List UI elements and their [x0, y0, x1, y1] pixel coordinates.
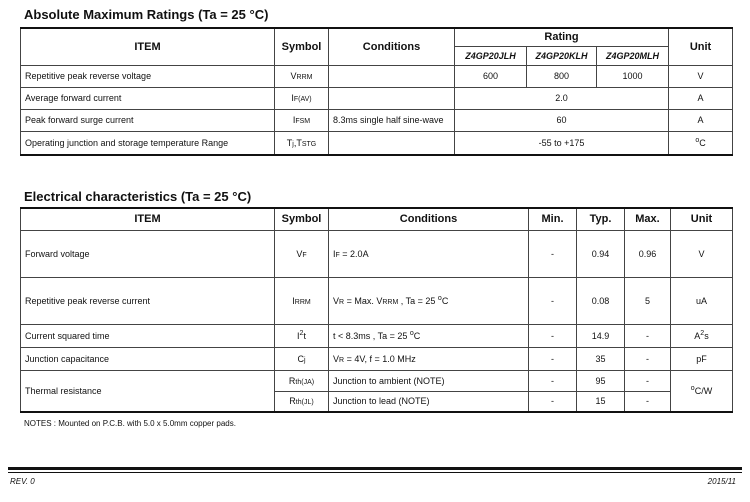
min-cell: -	[529, 324, 577, 347]
model-mlh: Z4GP20MLH	[597, 46, 669, 65]
unit-cell: $A^2s$	[671, 324, 733, 347]
typ-cell: 14.9	[577, 324, 625, 347]
value-cell: 60	[455, 109, 669, 131]
min-cell: -	[529, 347, 577, 370]
item-cell: Thermal resistance	[21, 370, 275, 412]
elec-char-table	[20, 207, 733, 413]
abs-max-title: Absolute Maximum Ratings (Ta = 25 °C)	[24, 7, 269, 22]
header-min: Min.	[529, 208, 577, 230]
typ-cell: 0.08	[577, 277, 625, 324]
typ-cell: 95	[577, 370, 625, 391]
symbol-cell: Rth(JA)	[275, 370, 329, 391]
header-conditions: Conditions	[329, 208, 529, 230]
unit-cell: pF	[671, 347, 733, 370]
value-cell: 800	[527, 65, 597, 87]
table-row	[21, 109, 733, 131]
conditions-cell: t < 8.3ms , Ta = 25 $^o$C	[329, 324, 529, 347]
max-cell: -	[625, 347, 671, 370]
item-cell: Repetitive peak reverse voltage	[21, 65, 275, 87]
header-unit: Unit	[669, 28, 733, 65]
max-cell: -	[625, 324, 671, 347]
table-row	[21, 277, 733, 324]
footer-divider	[8, 467, 742, 470]
typ-cell: 15	[577, 391, 625, 412]
header-max: Max.	[625, 208, 671, 230]
elec-char-title: Electrical characteristics (Ta = 25 °C)	[24, 189, 252, 204]
table-row	[21, 131, 733, 155]
conditions-cell	[329, 65, 455, 87]
abs-max-table	[20, 27, 733, 156]
conditions-cell: VR = 4V, f = 1.0 MHz	[329, 347, 529, 370]
item-cell: Current squared time	[21, 324, 275, 347]
header-rating: Rating	[455, 28, 669, 46]
max-cell: 0.96	[625, 230, 671, 277]
symbol-cell: IRRM	[275, 277, 329, 324]
item-cell: Operating junction and storage temperature Range	[21, 131, 275, 155]
symbol-cell: Rth(JL)	[275, 391, 329, 412]
value-cell: 2.0	[455, 87, 669, 109]
header-item: ITEM	[21, 208, 275, 230]
min-cell: -	[529, 230, 577, 277]
table-row	[21, 370, 733, 391]
conditions-cell: VR = Max. VRRM , Ta = 25 $^o$C	[329, 277, 529, 324]
table-row	[21, 230, 733, 277]
notes: NOTES : Mounted on P.C.B. with 5.0 x 5.0mm copper pads.	[24, 419, 236, 428]
item-cell: Average forward current	[21, 87, 275, 109]
conditions-cell: Junction to ambient (NOTE)	[329, 370, 529, 391]
unit-cell: A	[669, 109, 733, 131]
unit-cell: V	[669, 65, 733, 87]
table-row	[21, 87, 733, 109]
unit-cell: $^o$C/W	[671, 370, 733, 412]
unit-cell: V	[671, 230, 733, 277]
value-cell: 1000	[597, 65, 669, 87]
min-cell: -	[529, 370, 577, 391]
unit-cell: uA	[671, 277, 733, 324]
conditions-cell: 8.3ms single half sine-wave	[329, 109, 455, 131]
date-label: 2015/11	[707, 477, 736, 486]
model-klh: Z4GP20KLH	[527, 46, 597, 65]
unit-cell: $^o$C	[669, 131, 733, 155]
symbol-cell: VRRM	[275, 65, 329, 87]
max-cell: -	[625, 391, 671, 412]
header-symbol: Symbol	[275, 28, 329, 65]
item-cell: Forward voltage	[21, 230, 275, 277]
symbol-cell: Tj,TSTG	[275, 131, 329, 155]
conditions-cell: IF = 2.0A	[329, 230, 529, 277]
table-row	[21, 65, 733, 87]
typ-cell: 0.94	[577, 230, 625, 277]
symbol-cell: Cj	[275, 347, 329, 370]
conditions-cell: Junction to lead (NOTE)	[329, 391, 529, 412]
header-typ: Typ.	[577, 208, 625, 230]
max-cell: -	[625, 370, 671, 391]
header-item: ITEM	[21, 28, 275, 65]
min-cell: -	[529, 277, 577, 324]
symbol-cell: IF(AV)	[275, 87, 329, 109]
revision-label: REV. 0	[10, 477, 35, 486]
conditions-cell	[329, 131, 455, 155]
typ-cell: 35	[577, 347, 625, 370]
symbol-cell: IFSM	[275, 109, 329, 131]
max-cell: 5	[625, 277, 671, 324]
header-unit: Unit	[671, 208, 733, 230]
conditions-cell	[329, 87, 455, 109]
value-cell: 600	[455, 65, 527, 87]
symbol-cell: VF	[275, 230, 329, 277]
model-jlh: Z4GP20JLH	[455, 46, 527, 65]
item-cell: Junction capacitance	[21, 347, 275, 370]
table-row	[21, 324, 733, 347]
header-conditions: Conditions	[329, 28, 455, 65]
item-cell: Repetitive peak reverse current	[21, 277, 275, 324]
header-symbol: Symbol	[275, 208, 329, 230]
table-row	[21, 347, 733, 370]
footer-divider-thin	[8, 472, 742, 473]
unit-cell: A	[669, 87, 733, 109]
value-cell: -55 to +175	[455, 131, 669, 155]
item-cell: Peak forward surge current	[21, 109, 275, 131]
min-cell: -	[529, 391, 577, 412]
symbol-cell: $I^2t$	[275, 324, 329, 347]
